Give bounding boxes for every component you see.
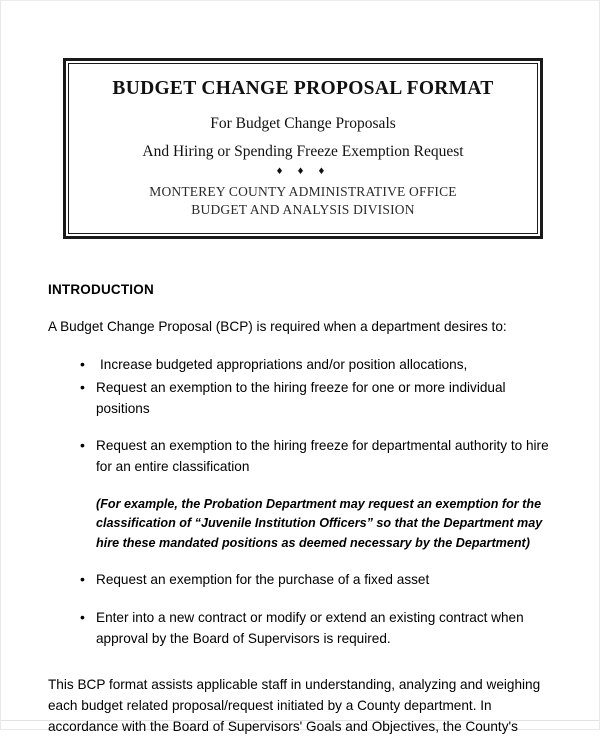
document-title: BUDGET CHANGE PROPOSAL FORMAT [112, 78, 494, 99]
list-item [48, 355, 550, 376]
example-note-paragraph: (For example, the Probation Department may request an exemption for the classification of “Juvenile Institution Officers” so that the Department may hire these mandated positions as deemed necessary by the Department) [96, 496, 543, 550]
list-item [48, 570, 550, 591]
bullet-dot-icon: • [80, 571, 85, 588]
list-item-text: Request an exemption to the hiring freeze for departmental authority to hire for an entire classification [96, 438, 549, 475]
organization-line-secondary: BUDGET AND ANALYSIS DIVISION [191, 201, 415, 217]
page-canvas [1, 1, 599, 734]
list-item [48, 608, 550, 649]
document-body [48, 282, 550, 737]
list-item-text: Request an exemption to the hiring freeze for one or more individual positions [96, 380, 506, 416]
bullet-dot-icon: • [80, 608, 85, 625]
bullet-dot-icon: • [80, 437, 85, 454]
introduction-lead-paragraph: A Budget Change Proposal (BCP) is required when a department desires to: [48, 319, 507, 334]
list-item-text: Enter into a new contract or modify or extend an existing contract when approval by the Board of Supervisors is required. [96, 609, 524, 646]
document-subtitle-primary: For Budget Change Proposals [210, 115, 396, 133]
bullet-dot-icon: • [80, 379, 85, 396]
closing-paragraph: This BCP format assists applicable staff in understanding, analyzing and weighing each budget related proposal/request initiated by a County department. In accordance with the Board of Supervisors' Goals and Objectives, the County's [48, 677, 541, 734]
section-heading-introduction: INTRODUCTION [48, 282, 154, 297]
organization-line-primary: MONTEREY COUNTY ADMINISTRATIVE OFFICE [149, 184, 457, 200]
requirements-bullet-list [48, 355, 550, 477]
list-item-text: Request an exemption for the purchase of a fixed asset [96, 572, 430, 588]
list-item [48, 378, 550, 419]
list-item-text: Increase budgeted appropriations and/or position allocations, [100, 357, 468, 373]
title-box-inner-border [68, 63, 538, 234]
requirements-bullet-list-continued [48, 570, 550, 649]
document-subtitle-secondary: And Hiring or Spending Freeze Exemption Request [142, 142, 464, 160]
document-title-box [63, 58, 543, 239]
diamond-ornament-icon: ♦ ♦ ♦ [275, 167, 331, 178]
bullet-dot-icon: • [80, 356, 85, 373]
list-item [48, 436, 550, 477]
